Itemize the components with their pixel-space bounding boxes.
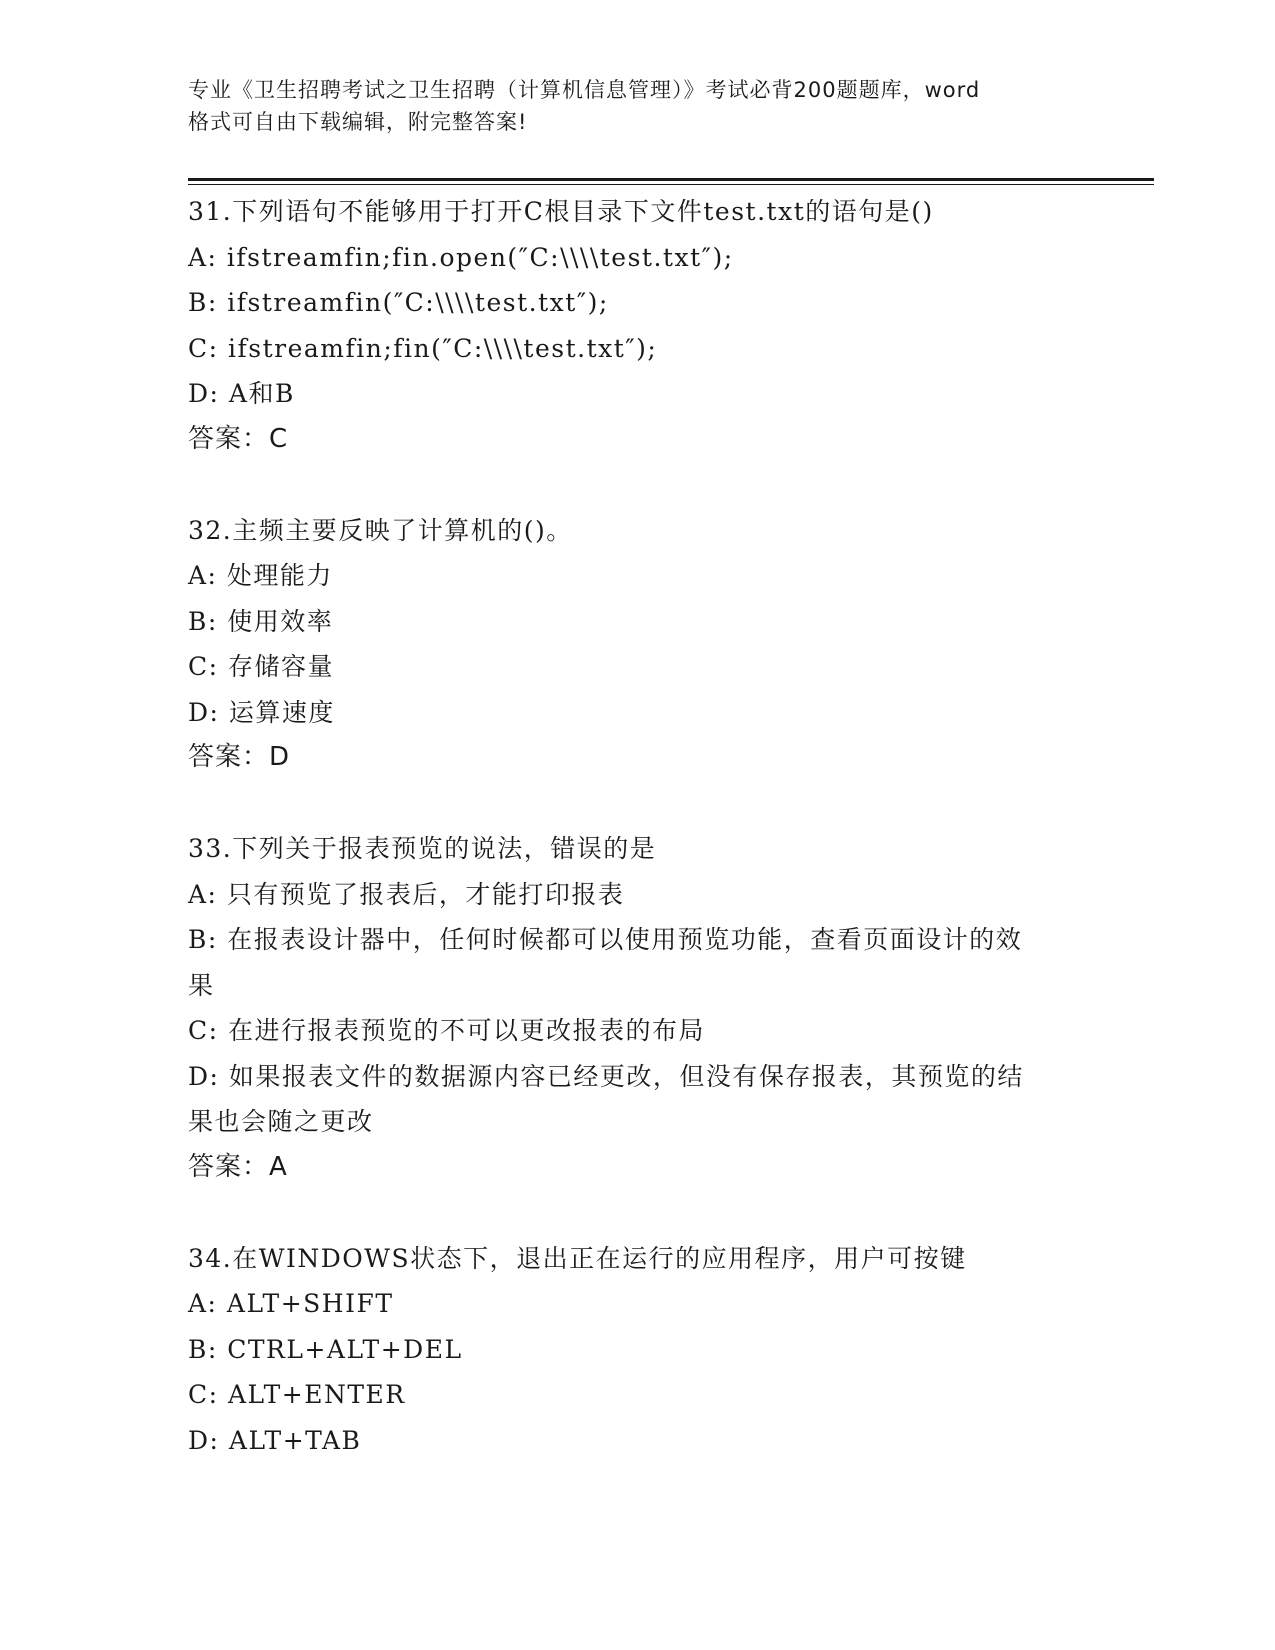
question-32 [188,508,1088,781]
option-a: A: 处理能力 [188,561,333,590]
header-divider-thick [188,178,1154,181]
document-header [188,74,1088,138]
option-b: B: ifstreamfin(″C:\\\\test.txt″); [188,288,609,317]
option-a: A: ALT+SHIFT [188,1289,394,1318]
option-d: D: ALT+TAB [188,1425,362,1455]
option-b: B: 使用效率 [188,606,334,636]
question-stem: 32.主频主要反映了计算机的()。 [188,515,573,545]
question-stem: 34.在WINDOWS状态下，退出正在运行的应用程序，用户可按键 [188,1243,967,1273]
question-34 [188,1236,1088,1464]
answer-label: 答案：C [188,423,289,454]
option-c: C: 在进行报表预览的不可以更改报表的布局 [188,1016,705,1045]
option-d: D: 如果报表文件的数据源内容已经更改，但没有保存报表，其预览的结果也会随之更改 [188,1061,1024,1136]
header-line-2: 格式可自由下载编辑，附完整答案! [188,110,528,134]
option-b: B: CTRL+ALT+DEL [188,1334,463,1364]
header-line-1: 专业《卫生招聘考试之卫生招聘（计算机信息管理）》考试必背200题题库，word [188,78,981,102]
option-c: C: ifstreamfin;fin(″C:\\\\test.txt″); [188,333,658,363]
question-33 [188,826,1088,1190]
question-stem: 31.下列语句不能够用于打开C根目录下文件test.txt的语句是() [188,197,934,226]
option-c: C: 存储容量 [188,652,334,681]
answer-label: 答案：A [188,1151,288,1182]
option-d: D: A和B [188,379,295,408]
question-list [188,189,1088,1509]
header-divider-thin [188,184,1154,185]
option-a: A: 只有预览了报表后，才能打印报表 [188,879,625,909]
answer-label: 答案：D [188,742,291,772]
option-c: C: ALT+ENTER [188,1380,406,1409]
option-d: D: 运算速度 [188,697,335,727]
option-b: B: 在报表设计器中，任何时候都可以使用预览功能，查看页面设计的效果 [188,925,1023,1000]
option-a: A: ifstreamfin;fin.open(″C:\\\\test.txt″); [188,242,734,272]
question-stem: 33.下列关于报表预览的说法，错误的是 [188,834,657,863]
question-31 [188,189,1088,462]
